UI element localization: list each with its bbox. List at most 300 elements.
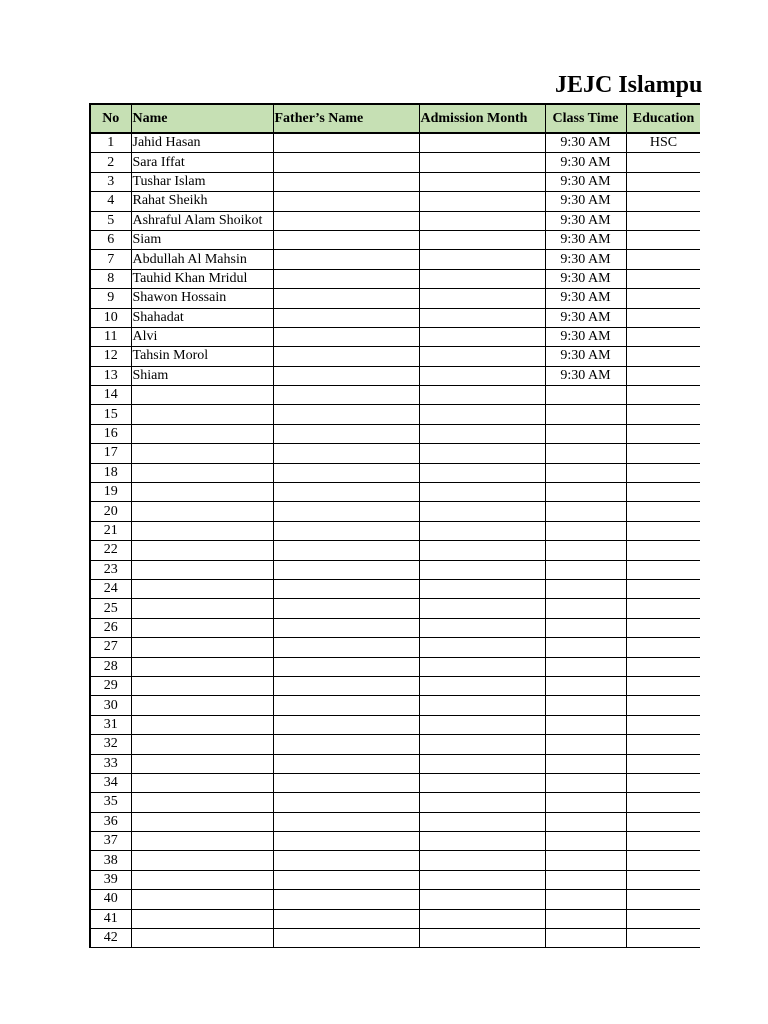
cell-class-time[interactable] [545, 638, 626, 657]
cell-name[interactable] [131, 386, 273, 405]
cell-fathers-name[interactable] [273, 793, 419, 812]
cell-no[interactable]: 22 [90, 541, 131, 560]
cell-admission-month[interactable] [419, 444, 545, 463]
cell-fathers-name[interactable] [273, 579, 419, 598]
cell-class-time[interactable]: 9:30 AM [545, 269, 626, 288]
cell-education[interactable] [626, 851, 700, 870]
cell-education[interactable] [626, 463, 700, 482]
cell-class-time[interactable] [545, 541, 626, 560]
cell-admission-month[interactable] [419, 599, 545, 618]
cell-name[interactable]: Jahid Hasan [131, 133, 273, 153]
cell-class-time[interactable] [545, 657, 626, 676]
cell-admission-month[interactable] [419, 579, 545, 598]
cell-class-time[interactable] [545, 696, 626, 715]
cell-fathers-name[interactable] [273, 521, 419, 540]
table-row [90, 289, 700, 308]
cell-name[interactable]: Alvi [131, 327, 273, 346]
cell-no[interactable]: 40 [90, 890, 131, 909]
cell-name[interactable]: Siam [131, 230, 273, 249]
cell-admission-month[interactable] [419, 502, 545, 521]
cell-name[interactable] [131, 638, 273, 657]
cell-name[interactable] [131, 890, 273, 909]
cell-name[interactable] [131, 929, 273, 948]
table-row [90, 773, 700, 792]
cell-name[interactable] [131, 483, 273, 502]
table-row [90, 424, 700, 443]
cell-name[interactable] [131, 657, 273, 676]
cell-no[interactable]: 8 [90, 269, 131, 288]
cell-no[interactable]: 19 [90, 483, 131, 502]
table-row [90, 192, 700, 211]
cell-admission-month[interactable] [419, 347, 545, 366]
cell-admission-month[interactable] [419, 832, 545, 851]
cell-education[interactable] [626, 250, 700, 269]
table-row [90, 754, 700, 773]
cell-admission-month[interactable] [419, 870, 545, 889]
cell-no[interactable]: 39 [90, 870, 131, 889]
table-row [90, 735, 700, 754]
cell-fathers-name[interactable] [273, 560, 419, 579]
cell-class-time[interactable] [545, 579, 626, 598]
table-row [90, 269, 700, 288]
cell-name[interactable]: Abdullah Al Mahsin [131, 250, 273, 269]
cell-fathers-name[interactable] [273, 289, 419, 308]
cell-fathers-name[interactable] [273, 172, 419, 191]
table-row [90, 502, 700, 521]
cell-no[interactable]: 38 [90, 851, 131, 870]
cell-admission-month[interactable] [419, 405, 545, 424]
cell-no[interactable]: 5 [90, 211, 131, 230]
cell-education[interactable] [626, 754, 700, 773]
cell-class-time[interactable]: 9:30 AM [545, 250, 626, 269]
cell-name[interactable]: Rahat Sheikh [131, 192, 273, 211]
cell-name[interactable] [131, 676, 273, 695]
cell-education[interactable] [626, 696, 700, 715]
cell-education[interactable] [626, 579, 700, 598]
header-admission-month[interactable]: Admission Month [419, 104, 545, 133]
table-row [90, 250, 700, 269]
cell-education[interactable] [626, 618, 700, 637]
table-row [90, 133, 700, 153]
cell-name[interactable]: Ashraful Alam Shoikot [131, 211, 273, 230]
cell-name[interactable] [131, 851, 273, 870]
cell-education[interactable] [626, 153, 700, 172]
table-row [90, 793, 700, 812]
table-row [90, 386, 700, 405]
cell-fathers-name[interactable] [273, 327, 419, 346]
table-row [90, 347, 700, 366]
cell-fathers-name[interactable] [273, 541, 419, 560]
cell-name[interactable] [131, 909, 273, 928]
cell-no[interactable]: 15 [90, 405, 131, 424]
cell-admission-month[interactable] [419, 560, 545, 579]
cell-no[interactable]: 21 [90, 521, 131, 540]
cell-education[interactable] [626, 832, 700, 851]
cell-admission-month[interactable] [419, 773, 545, 792]
cell-no[interactable]: 36 [90, 812, 131, 831]
cell-class-time[interactable] [545, 793, 626, 812]
cell-fathers-name[interactable] [273, 851, 419, 870]
cell-fathers-name[interactable] [273, 812, 419, 831]
cell-education[interactable] [626, 560, 700, 579]
cell-fathers-name[interactable] [273, 929, 419, 948]
cell-name[interactable] [131, 696, 273, 715]
table-row [90, 308, 700, 327]
cell-name[interactable] [131, 812, 273, 831]
cell-fathers-name[interactable] [273, 676, 419, 695]
cell-no[interactable]: 2 [90, 153, 131, 172]
cell-name[interactable] [131, 424, 273, 443]
cell-fathers-name[interactable] [273, 832, 419, 851]
cell-admission-month[interactable] [419, 851, 545, 870]
cell-class-time[interactable] [545, 521, 626, 540]
cell-name[interactable] [131, 599, 273, 618]
cell-fathers-name[interactable] [273, 211, 419, 230]
cell-name[interactable] [131, 521, 273, 540]
cell-education[interactable] [626, 211, 700, 230]
cell-fathers-name[interactable] [273, 405, 419, 424]
cell-admission-month[interactable] [419, 327, 545, 346]
cell-no[interactable]: 14 [90, 386, 131, 405]
cell-class-time[interactable] [545, 715, 626, 734]
table-row [90, 851, 700, 870]
cell-no[interactable]: 28 [90, 657, 131, 676]
cell-no[interactable]: 20 [90, 502, 131, 521]
cell-admission-month[interactable] [419, 463, 545, 482]
cell-name[interactable] [131, 502, 273, 521]
cell-class-time[interactable]: 9:30 AM [545, 192, 626, 211]
cell-education[interactable] [626, 308, 700, 327]
table-row [90, 541, 700, 560]
cell-name[interactable] [131, 463, 273, 482]
cell-fathers-name[interactable] [273, 463, 419, 482]
table-row [90, 463, 700, 482]
cell-no[interactable]: 26 [90, 618, 131, 637]
cell-name[interactable]: Sara Iffat [131, 153, 273, 172]
cell-fathers-name[interactable] [273, 890, 419, 909]
cell-fathers-name[interactable] [273, 366, 419, 385]
cell-no[interactable]: 42 [90, 929, 131, 948]
cell-education[interactable] [626, 230, 700, 249]
cell-fathers-name[interactable] [273, 657, 419, 676]
cell-class-time[interactable]: 9:30 AM [545, 366, 626, 385]
cell-fathers-name[interactable] [273, 347, 419, 366]
table-row [90, 599, 700, 618]
cell-fathers-name[interactable] [273, 909, 419, 928]
cell-name[interactable] [131, 773, 273, 792]
cell-name[interactable] [131, 618, 273, 637]
cell-class-time[interactable]: 9:30 AM [545, 347, 626, 366]
cell-admission-month[interactable] [419, 133, 545, 153]
cell-name[interactable] [131, 754, 273, 773]
cell-education[interactable] [626, 909, 700, 928]
cell-class-time[interactable] [545, 870, 626, 889]
cell-no[interactable]: 31 [90, 715, 131, 734]
cell-class-time[interactable] [545, 444, 626, 463]
cell-name[interactable] [131, 560, 273, 579]
cell-education[interactable] [626, 773, 700, 792]
cell-education[interactable] [626, 929, 700, 948]
cell-admission-month[interactable] [419, 308, 545, 327]
table-row [90, 521, 700, 540]
table-row [90, 483, 700, 502]
cell-admission-month[interactable] [419, 230, 545, 249]
cell-class-time[interactable] [545, 405, 626, 424]
cell-no[interactable]: 29 [90, 676, 131, 695]
cell-education[interactable] [626, 599, 700, 618]
cell-class-time[interactable]: 9:30 AM [545, 327, 626, 346]
cell-admission-month[interactable] [419, 715, 545, 734]
cell-admission-month[interactable] [419, 192, 545, 211]
cell-class-time[interactable] [545, 424, 626, 443]
cell-fathers-name[interactable] [273, 599, 419, 618]
cell-admission-month[interactable] [419, 289, 545, 308]
cell-education[interactable] [626, 192, 700, 211]
cell-class-time[interactable] [545, 812, 626, 831]
cell-fathers-name[interactable] [273, 444, 419, 463]
cell-no[interactable]: 10 [90, 308, 131, 327]
cell-name[interactable]: Tushar Islam [131, 172, 273, 191]
cell-fathers-name[interactable] [273, 230, 419, 249]
cell-education[interactable] [626, 541, 700, 560]
cell-education[interactable]: HSC [626, 133, 700, 153]
cell-name[interactable] [131, 444, 273, 463]
cell-no[interactable]: 1 [90, 133, 131, 153]
cell-education[interactable] [626, 870, 700, 889]
cell-admission-month[interactable] [419, 269, 545, 288]
cell-no[interactable]: 17 [90, 444, 131, 463]
cell-class-time[interactable] [545, 502, 626, 521]
cell-class-time[interactable] [545, 851, 626, 870]
cell-education[interactable] [626, 424, 700, 443]
cell-education[interactable] [626, 812, 700, 831]
cell-class-time[interactable] [545, 929, 626, 948]
cell-class-time[interactable]: 9:30 AM [545, 230, 626, 249]
cell-fathers-name[interactable] [273, 754, 419, 773]
cell-education[interactable] [626, 502, 700, 521]
cell-no[interactable]: 34 [90, 773, 131, 792]
cell-admission-month[interactable] [419, 696, 545, 715]
cell-class-time[interactable] [545, 676, 626, 695]
cell-class-time[interactable] [545, 618, 626, 637]
cell-fathers-name[interactable] [273, 192, 419, 211]
cell-admission-month[interactable] [419, 754, 545, 773]
cell-no[interactable]: 4 [90, 192, 131, 211]
cell-no[interactable]: 6 [90, 230, 131, 249]
table-row [90, 579, 700, 598]
cell-admission-month[interactable] [419, 735, 545, 754]
cell-admission-month[interactable] [419, 657, 545, 676]
cell-fathers-name[interactable] [273, 735, 419, 754]
cell-admission-month[interactable] [419, 250, 545, 269]
cell-fathers-name[interactable] [273, 638, 419, 657]
cell-education[interactable] [626, 269, 700, 288]
cell-class-time[interactable] [545, 754, 626, 773]
cell-education[interactable] [626, 657, 700, 676]
cell-fathers-name[interactable] [273, 773, 419, 792]
cell-no[interactable]: 32 [90, 735, 131, 754]
cell-class-time[interactable] [545, 483, 626, 502]
cell-name[interactable]: Tauhid Khan Mridul [131, 269, 273, 288]
cell-no[interactable]: 33 [90, 754, 131, 773]
cell-admission-month[interactable] [419, 638, 545, 657]
cell-name[interactable] [131, 405, 273, 424]
cell-admission-month[interactable] [419, 153, 545, 172]
cell-no[interactable]: 12 [90, 347, 131, 366]
cell-name[interactable] [131, 832, 273, 851]
header-class-time[interactable]: Class Time [545, 104, 626, 133]
cell-admission-month[interactable] [419, 541, 545, 560]
cell-class-time[interactable]: 9:30 AM [545, 211, 626, 230]
cell-no[interactable]: 41 [90, 909, 131, 928]
cell-class-time[interactable]: 9:30 AM [545, 153, 626, 172]
cell-education[interactable] [626, 483, 700, 502]
cell-fathers-name[interactable] [273, 269, 419, 288]
cell-no[interactable]: 27 [90, 638, 131, 657]
cell-fathers-name[interactable] [273, 483, 419, 502]
cell-admission-month[interactable] [419, 424, 545, 443]
cell-admission-month[interactable] [419, 172, 545, 191]
cell-no[interactable]: 30 [90, 696, 131, 715]
cell-class-time[interactable] [545, 890, 626, 909]
cell-class-time[interactable] [545, 463, 626, 482]
cell-no[interactable]: 7 [90, 250, 131, 269]
cell-class-time[interactable]: 9:30 AM [545, 133, 626, 153]
cell-name[interactable] [131, 870, 273, 889]
table-row [90, 172, 700, 191]
cell-fathers-name[interactable] [273, 502, 419, 521]
cell-no[interactable]: 35 [90, 793, 131, 812]
header-fathers-name[interactable]: Father’s Name [273, 104, 419, 133]
cell-class-time[interactable] [545, 832, 626, 851]
cell-fathers-name[interactable] [273, 250, 419, 269]
cell-education[interactable] [626, 793, 700, 812]
cell-class-time[interactable] [545, 560, 626, 579]
cell-education[interactable] [626, 735, 700, 754]
cell-admission-month[interactable] [419, 676, 545, 695]
cell-fathers-name[interactable] [273, 133, 419, 153]
cell-no[interactable]: 24 [90, 579, 131, 598]
spreadsheet-area [89, 103, 700, 949]
cell-class-time[interactable]: 9:30 AM [545, 172, 626, 191]
table-row [90, 405, 700, 424]
cell-class-time[interactable] [545, 599, 626, 618]
table-row [90, 909, 700, 928]
cell-education[interactable] [626, 444, 700, 463]
header-name[interactable]: Name [131, 104, 273, 133]
table-body [90, 133, 700, 948]
cell-admission-month[interactable] [419, 909, 545, 928]
student-table [89, 103, 700, 948]
cell-name[interactable]: Shiam [131, 366, 273, 385]
cell-education[interactable] [626, 521, 700, 540]
table-row [90, 812, 700, 831]
cell-education[interactable] [626, 405, 700, 424]
cell-class-time[interactable] [545, 909, 626, 928]
cell-class-time[interactable]: 9:30 AM [545, 308, 626, 327]
cell-name[interactable]: Shahadat [131, 308, 273, 327]
cell-education[interactable] [626, 347, 700, 366]
cell-name[interactable]: Shawon Hossain [131, 289, 273, 308]
cell-fathers-name[interactable] [273, 715, 419, 734]
header-education[interactable]: Education [626, 104, 700, 133]
cell-name[interactable] [131, 541, 273, 560]
cell-no[interactable]: 13 [90, 366, 131, 385]
cell-fathers-name[interactable] [273, 618, 419, 637]
cell-name[interactable] [131, 793, 273, 812]
table-row [90, 929, 700, 948]
cell-no[interactable]: 18 [90, 463, 131, 482]
cell-no[interactable]: 16 [90, 424, 131, 443]
cell-education[interactable] [626, 366, 700, 385]
cell-admission-month[interactable] [419, 812, 545, 831]
cell-education[interactable] [626, 289, 700, 308]
cell-education[interactable] [626, 676, 700, 695]
cell-fathers-name[interactable] [273, 386, 419, 405]
cell-admission-month[interactable] [419, 521, 545, 540]
cell-class-time[interactable] [545, 386, 626, 405]
cell-name[interactable] [131, 579, 273, 598]
table-row [90, 366, 700, 385]
cell-no[interactable]: 23 [90, 560, 131, 579]
cell-admission-month[interactable] [419, 929, 545, 948]
cell-class-time[interactable]: 9:30 AM [545, 289, 626, 308]
table-row [90, 444, 700, 463]
cell-class-time[interactable] [545, 773, 626, 792]
cell-admission-month[interactable] [419, 483, 545, 502]
sheet-title: JEJC Islampu [555, 72, 703, 98]
table-row [90, 676, 700, 695]
cell-class-time[interactable] [545, 735, 626, 754]
cell-no[interactable]: 9 [90, 289, 131, 308]
cell-name[interactable]: Tahsin Morol [131, 347, 273, 366]
cell-no[interactable]: 25 [90, 599, 131, 618]
cell-name[interactable] [131, 735, 273, 754]
cell-education[interactable] [626, 386, 700, 405]
table-row [90, 657, 700, 676]
table-row [90, 715, 700, 734]
table-row [90, 870, 700, 889]
cell-admission-month[interactable] [419, 366, 545, 385]
cell-no[interactable]: 3 [90, 172, 131, 191]
table-row [90, 890, 700, 909]
cell-admission-month[interactable] [419, 793, 545, 812]
cell-admission-month[interactable] [419, 890, 545, 909]
cell-admission-month[interactable] [419, 211, 545, 230]
cell-education[interactable] [626, 327, 700, 346]
cell-no[interactable]: 37 [90, 832, 131, 851]
cell-no[interactable]: 11 [90, 327, 131, 346]
table-row [90, 696, 700, 715]
cell-fathers-name[interactable] [273, 153, 419, 172]
cell-name[interactable] [131, 715, 273, 734]
cell-fathers-name[interactable] [273, 424, 419, 443]
cell-education[interactable] [626, 638, 700, 657]
table-row [90, 832, 700, 851]
cell-education[interactable] [626, 715, 700, 734]
table-row [90, 230, 700, 249]
table-row [90, 618, 700, 637]
header-row [90, 104, 700, 133]
cell-fathers-name[interactable] [273, 308, 419, 327]
cell-fathers-name[interactable] [273, 696, 419, 715]
cell-education[interactable] [626, 890, 700, 909]
cell-admission-month[interactable] [419, 618, 545, 637]
cell-admission-month[interactable] [419, 386, 545, 405]
cell-education[interactable] [626, 172, 700, 191]
header-no[interactable]: No [90, 104, 131, 133]
cell-fathers-name[interactable] [273, 870, 419, 889]
